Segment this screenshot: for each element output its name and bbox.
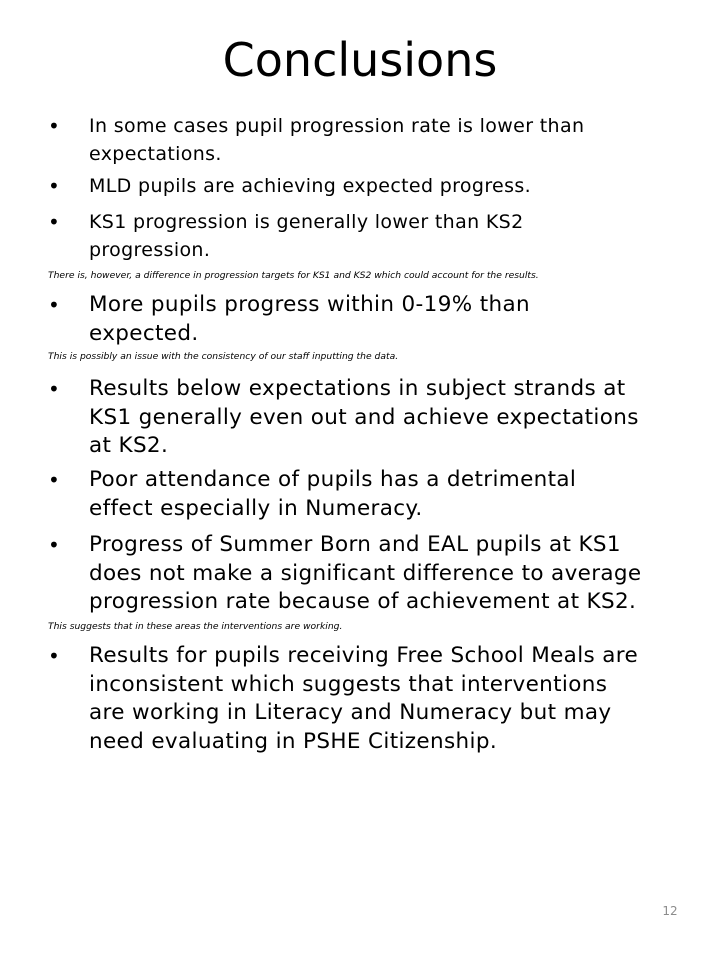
bullet-icon: • [48, 644, 60, 668]
bullet-icon: • [48, 114, 60, 138]
bullet-icon: • [48, 293, 60, 317]
footnote: This suggests that in these areas the interventions are working. [48, 621, 343, 632]
bullet-icon: • [48, 174, 60, 198]
bullet-item [48, 642, 688, 756]
bullet-icon: • [48, 210, 60, 234]
bullet-icon: • [48, 533, 60, 557]
page-number: 12 [662, 904, 678, 918]
slide-title: Conclusions [222, 33, 498, 87]
bullet-text: Results below expectations in subject strands at KS1 generally even out and achieve expectations at KS2. [89, 376, 639, 458]
bullet-icon: • [48, 468, 60, 492]
bullet-text: In some cases pupil progression rate is lower than expectations. [89, 115, 585, 165]
bullet-text: Progress of Summer Born and EAL pupils at KS1 does not make a significant difference to average progression rate because of achievement at KS2. [89, 532, 642, 614]
bullet-text: More pupils progress within 0-19% than expected. [89, 292, 530, 346]
bullet-text: KS1 progression is generally lower than KS2 progression. [89, 211, 524, 261]
bullet-text: MLD pupils are achieving expected progress. [89, 175, 531, 197]
bullet-item [48, 291, 688, 348]
bullet-item [48, 172, 688, 200]
footnote: There is, however, a difference in progression targets for KS1 and KS2 which could account for the results. [48, 270, 539, 281]
bullet-icon: • [48, 377, 60, 401]
bullet-text: Results for pupils receiving Free School Meals are inconsistent which suggests that interventions are working in Literacy and Numeracy but may need evaluating in PSHE Citizenship. [89, 643, 639, 754]
footnote: This is possibly an issue with the consistency of our staff inputting the data. [48, 351, 399, 362]
bullet-item [48, 466, 688, 523]
bullet-item [48, 375, 688, 461]
bullet-item [48, 112, 688, 168]
bullet-text: Poor attendance of pupils has a detrimental effect especially in Numeracy. [89, 467, 577, 521]
bullet-item [48, 531, 688, 617]
bullet-item [48, 208, 688, 264]
